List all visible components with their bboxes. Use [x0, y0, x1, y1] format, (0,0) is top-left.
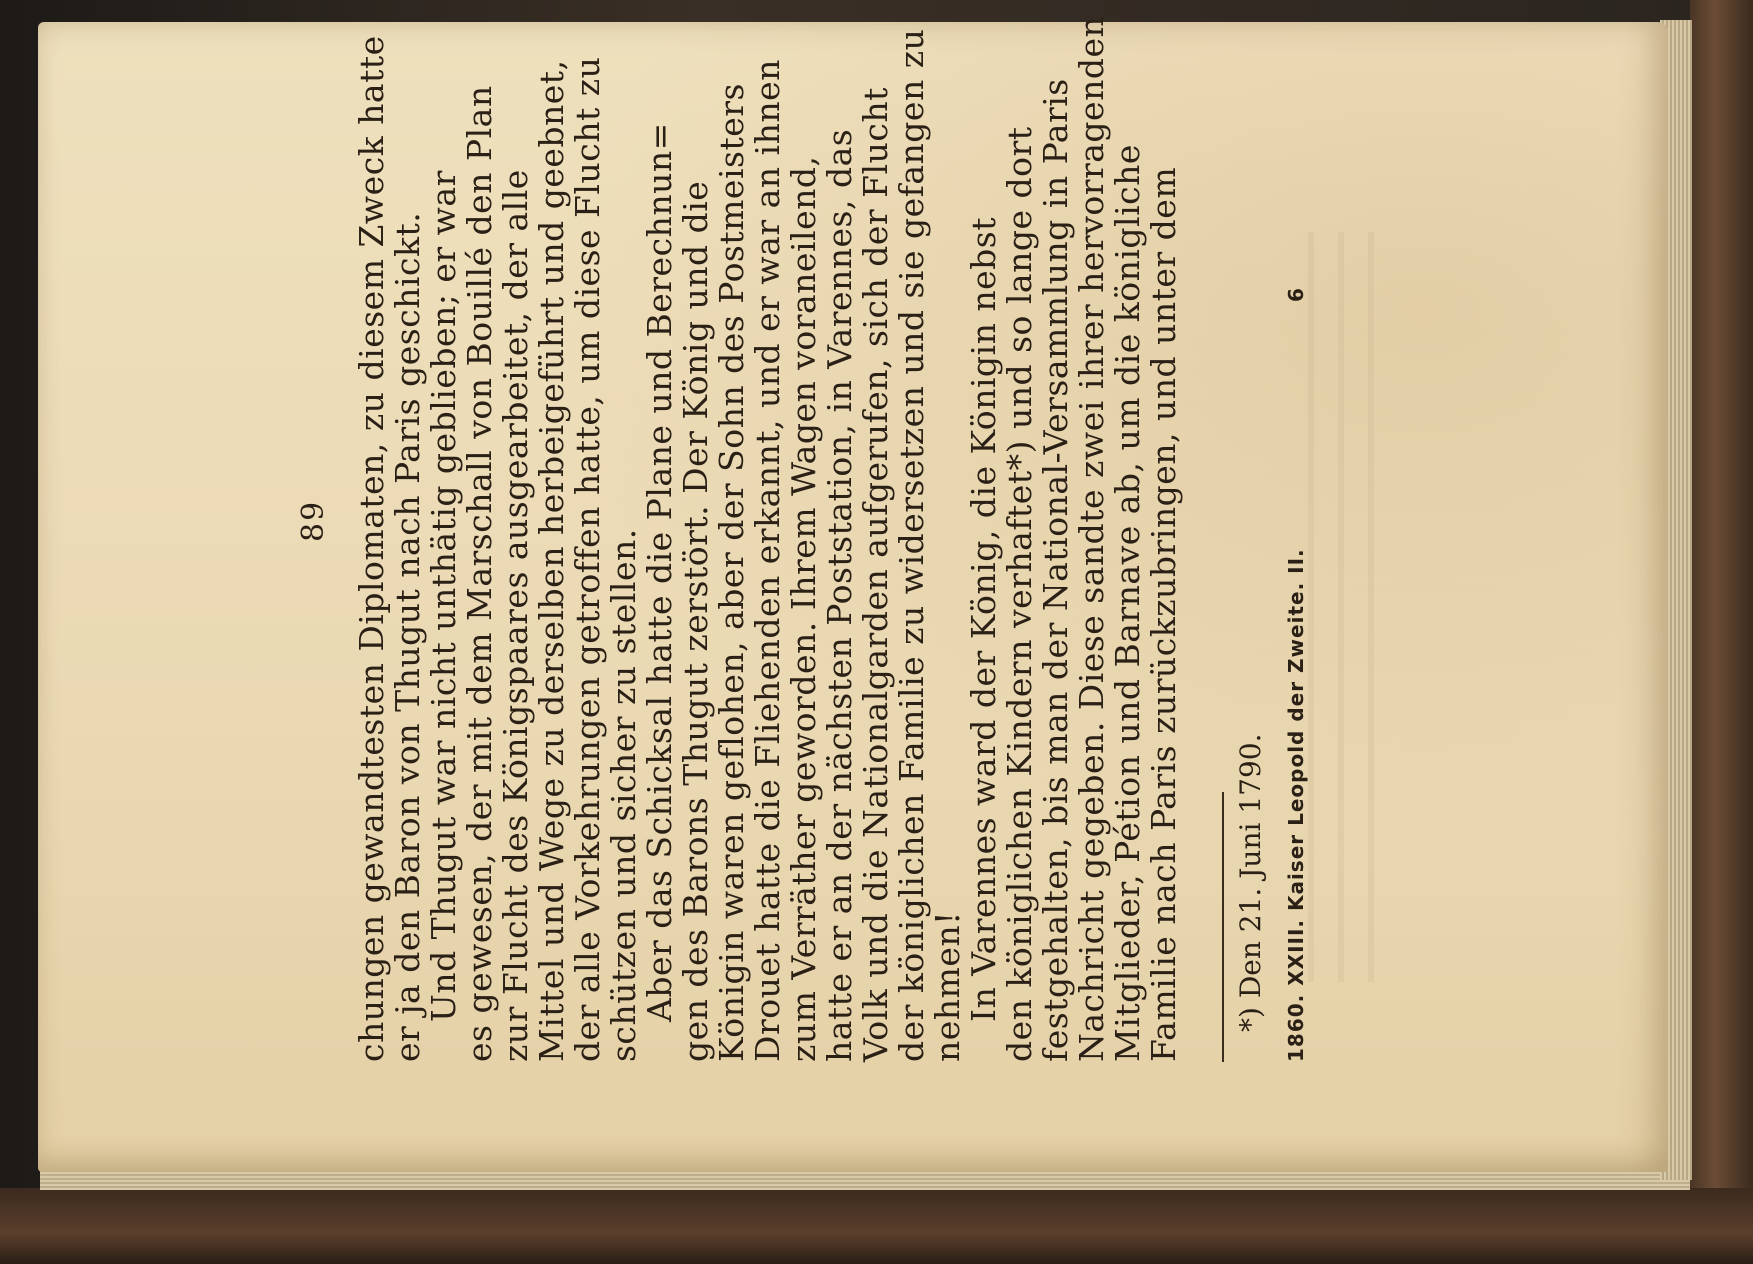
signature-mark: 6 — [1284, 287, 1308, 302]
book-cover-edge-right — [1690, 0, 1753, 1264]
text-line: der königlichen Familie zu widersetzen und sie gefangen zu — [892, 28, 931, 1062]
text-line: Volk und die Nationalgarden aufgerufen, sich der Flucht — [856, 87, 895, 1062]
text-line: den königlichen Kindern verhaftet*) und so lange dort — [1000, 126, 1039, 1062]
text-line: Mittel und Wege zu derselben herbeigeführt und geebnet, — [532, 59, 571, 1062]
text-line: chungen gewandtesten Diplomaten, zu diesem Zweck hatte — [352, 35, 391, 1062]
text-line: schützen und sicher zu stellen. — [604, 528, 643, 1062]
text-line: hatte er an der nächsten Poststation, in Varennes, das — [820, 128, 859, 1062]
text-line: zum Verräther geworden. Ihrem Wagen voraneilend, — [784, 155, 823, 1062]
text-line: er ja den Baron von Thugut nach Paris geschickt. — [388, 211, 427, 1062]
signature-text: 1860. XXIII. Kaiser Leopold der Zweite. II. — [1284, 548, 1308, 1062]
book-page — [38, 15, 1668, 1172]
footnote: *) Den 21. Juni 1790. — [1234, 733, 1267, 1032]
text-line: gen des Barons Thugut zerstört. Der König und die — [676, 180, 715, 1062]
text-line: Mitglieder, Pétion und Barnave ab, um die königliche — [1108, 144, 1147, 1062]
signature-line — [1284, 0, 1308, 1062]
text-line: festgehalten, bis man der National-Versammlung in Paris — [1036, 78, 1075, 1062]
page-number: 89 — [296, 499, 331, 542]
text-line: Drouet hatte die Fliehenden erkannt, und er war an ihnen — [748, 59, 787, 1062]
text-line: es gewesen, der mit dem Marschall von Bouillé den Plan — [460, 85, 499, 1062]
text-line: Aber das Schicksal hatte die Plane und Berechnun= — [640, 122, 679, 1022]
text-line: Königin waren geflohen, aber der Sohn des Postmeisters — [712, 83, 751, 1062]
rotated-text-block — [294, 0, 1324, 1062]
footnote-divider — [1222, 792, 1224, 1062]
text-line: Nachricht gegeben. Diese sandte zwei ihrer hervorragenden — [1072, 15, 1111, 1062]
text-line: Familie nach Paris zurückzubringen, und unter dem — [1144, 166, 1183, 1062]
text-line: der alle Vorkehrungen getroffen hatte, um diese Flucht zu — [568, 56, 607, 1062]
text-line: In Varennes ward der König, die Königin nebst — [964, 217, 1003, 1022]
book-cover-edge-bottom — [0, 1188, 1753, 1264]
text-line: zur Flucht des Königspaares ausgearbeitet, der alle — [496, 169, 535, 1062]
text-line: nehmen! — [928, 911, 967, 1062]
text-line: Und Thugut war nicht unthätig geblieben; er war — [424, 170, 463, 1022]
